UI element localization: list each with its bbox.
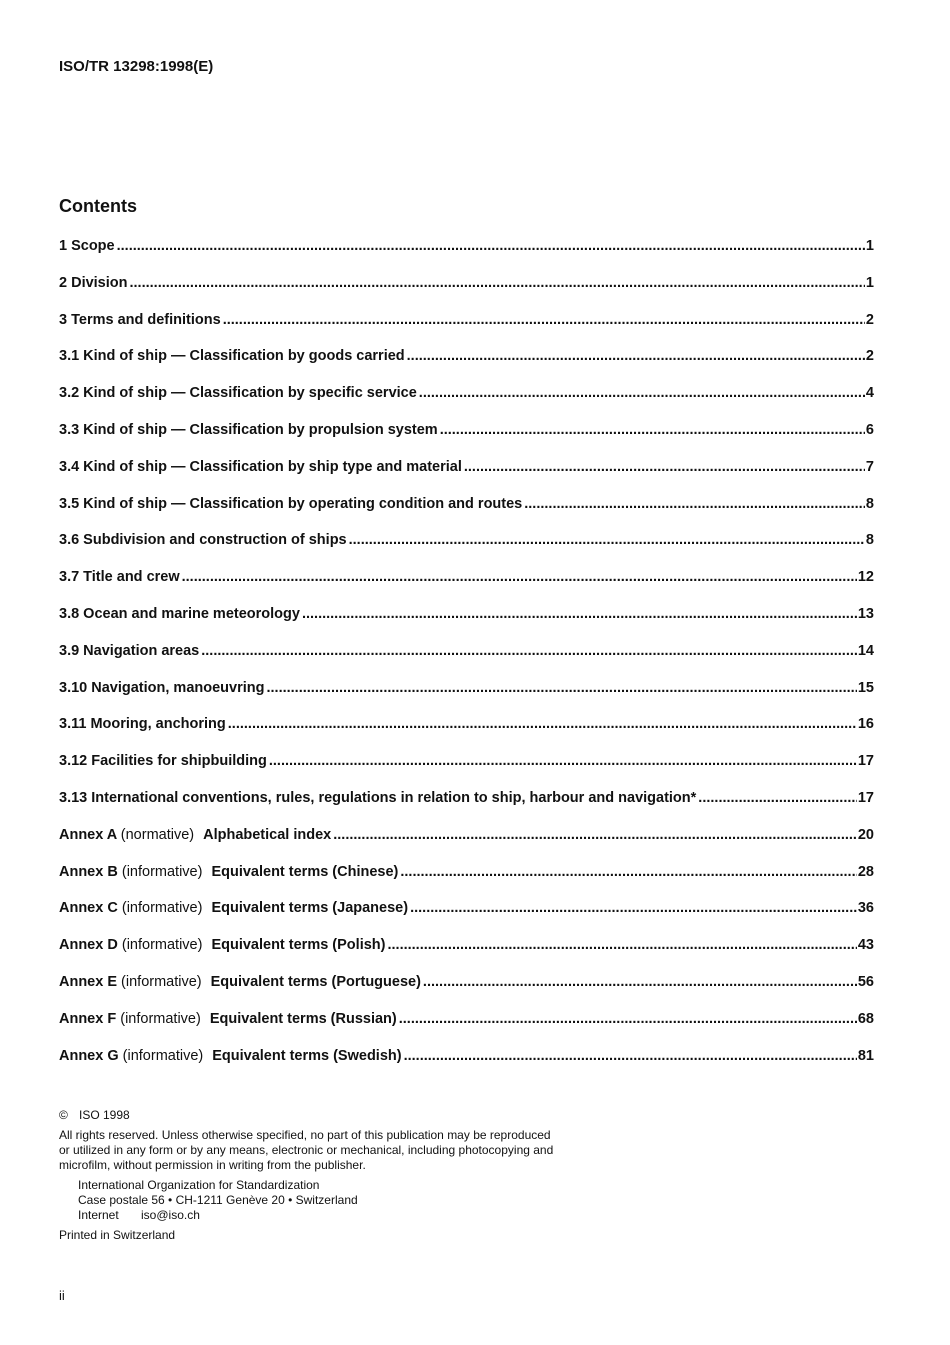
toc-entry-page: 7	[865, 458, 874, 475]
toc-entry-title: 3.11 Mooring, anchoring	[59, 716, 226, 733]
toc-entry-title: 3.3 Kind of ship — Classification by propulsion system	[59, 421, 438, 438]
annex-label: Annex E	[59, 973, 118, 990]
rights-line: microfilm, without permission in writing from the publisher.	[59, 1158, 366, 1172]
toc-entry-title: 3 Terms and definitions	[59, 311, 221, 328]
toc-entry-page: 56	[857, 973, 874, 990]
toc-annex-title-group	[59, 937, 385, 953]
toc-leader-dots	[399, 1011, 857, 1027]
toc-leader-dots	[349, 532, 865, 548]
toc-entry-3-1[interactable]	[59, 348, 874, 385]
toc-entry-3-10[interactable]	[59, 680, 874, 717]
toc-entry-page: 8	[865, 495, 874, 512]
toc-entry-page: 81	[857, 1047, 874, 1064]
toc-leader-dots	[400, 864, 856, 880]
toc-leader-dots	[419, 385, 865, 401]
toc-leader-dots	[223, 312, 865, 328]
toc-annex-f[interactable]	[59, 1011, 874, 1048]
toc-leader-dots	[410, 900, 857, 916]
internet-label: Internet	[78, 1208, 119, 1222]
toc-entry-page: 2	[865, 348, 874, 365]
toc-entry-title: 2 Division	[59, 274, 128, 291]
toc-entry-page: 36	[857, 900, 874, 917]
toc-entry-title: 3.2 Kind of ship — Classification by specific service	[59, 385, 417, 402]
copyright-symbol: ©	[59, 1108, 68, 1122]
toc-entry-title: 3.8 Ocean and marine meteorology	[59, 605, 300, 622]
annex-title: Equivalent terms (Russian)	[209, 1010, 397, 1027]
toc-entry-scope[interactable]	[59, 238, 874, 275]
toc-leader-dots	[464, 459, 865, 475]
toc-entry-page: 13	[857, 605, 874, 622]
toc-leader-dots	[201, 643, 857, 659]
toc-leader-dots	[524, 496, 865, 512]
toc-leader-dots	[387, 937, 856, 953]
toc-entry-page: 28	[857, 863, 874, 880]
toc-annex-a[interactable]	[59, 827, 874, 864]
copyright-notice: ISO 1998	[79, 1108, 130, 1122]
toc-entry-3-6[interactable]	[59, 532, 874, 569]
toc-annex-title-group	[59, 1048, 402, 1064]
annex-label: Annex G	[59, 1047, 119, 1064]
toc-entry-3-7[interactable]	[59, 569, 874, 606]
toc-leader-dots	[228, 716, 857, 732]
toc-entry-page: 8	[865, 532, 874, 549]
table-of-contents	[59, 238, 874, 1084]
annex-kind: (informative)	[121, 937, 203, 954]
toc-leader-dots	[423, 974, 857, 990]
toc-entry-3-11[interactable]	[59, 716, 874, 753]
annex-kind: (informative)	[121, 973, 202, 990]
toc-entry-3-5[interactable]	[59, 496, 874, 533]
rights-statement	[59, 1128, 619, 1173]
toc-entry-3-8[interactable]	[59, 606, 874, 643]
annex-label: Annex A	[59, 826, 117, 843]
toc-entry-division[interactable]	[59, 275, 874, 312]
toc-leader-dots	[404, 1048, 857, 1064]
internet-line	[78, 1208, 619, 1223]
toc-entry-page: 4	[865, 385, 874, 402]
toc-entry-title: 3.12 Facilities for shipbuilding	[59, 753, 267, 770]
toc-annex-g[interactable]	[59, 1048, 874, 1085]
annex-label: Annex D	[59, 937, 118, 954]
toc-entry-terms[interactable]	[59, 312, 874, 349]
toc-leader-dots	[302, 606, 857, 622]
page-number: ii	[59, 1288, 65, 1303]
toc-entry-page: 1	[865, 274, 874, 291]
document-id: ISO/TR 13298:1998(E)	[59, 58, 214, 75]
toc-annex-title-group	[59, 864, 398, 880]
toc-entry-page: 15	[857, 679, 874, 696]
annex-kind: (informative)	[121, 900, 203, 917]
toc-entry-title: 1 Scope	[59, 238, 115, 254]
toc-entry-3-4[interactable]	[59, 459, 874, 496]
toc-entry-page: 2	[865, 311, 874, 328]
contents-heading: Contents	[59, 196, 137, 216]
toc-entry-title: 3.1 Kind of ship — Classification by goods carried	[59, 348, 405, 365]
toc-annex-title-group	[59, 974, 421, 990]
organization-name: International Organization for Standardization	[78, 1178, 320, 1192]
publisher-address	[59, 1178, 619, 1223]
annex-label: Annex C	[59, 900, 118, 917]
annex-title: Equivalent terms (Polish)	[211, 937, 386, 954]
annex-title: Alphabetical index	[203, 826, 332, 843]
toc-entry-page: 12	[857, 569, 874, 586]
toc-annex-d[interactable]	[59, 937, 874, 974]
toc-entry-title: 3.5 Kind of ship — Classification by operating condition and routes	[59, 495, 523, 512]
annex-label: Annex B	[59, 863, 118, 880]
toc-entry-3-12[interactable]	[59, 753, 874, 790]
annex-title: Equivalent terms (Japanese)	[211, 900, 409, 917]
toc-entry-page: 6	[865, 421, 874, 438]
toc-entry-3-2[interactable]	[59, 385, 874, 422]
toc-leader-dots	[407, 348, 865, 364]
copyright-block	[59, 1108, 619, 1243]
annex-kind: (informative)	[122, 1047, 204, 1064]
printed-in: Printed in Switzerland	[59, 1228, 176, 1242]
annex-title: Equivalent terms (Chinese)	[211, 863, 399, 880]
postal-address: Case postale 56 • CH-1211 Genève 20 • Switzerland	[78, 1193, 358, 1207]
annex-kind: (informative)	[121, 863, 203, 880]
toc-entry-page: 68	[857, 1010, 874, 1027]
toc-entry-page: 43	[857, 937, 874, 954]
toc-entry-title: 3.9 Navigation areas	[59, 642, 200, 659]
toc-entry-3-9[interactable]	[59, 643, 874, 680]
toc-annex-title-group	[59, 827, 331, 843]
toc-leader-dots	[269, 753, 857, 769]
toc-leader-dots	[333, 827, 857, 843]
toc-entry-page: 17	[857, 789, 874, 806]
toc-leader-dots	[698, 790, 857, 806]
toc-leader-dots	[117, 238, 865, 254]
toc-leader-dots	[130, 275, 865, 291]
toc-entry-title: 3.6 Subdivision and construction of ships	[59, 532, 347, 549]
toc-entry-title: 3.4 Kind of ship — Classification by ship type and material	[59, 458, 462, 475]
rights-line: or utilized in any form or by any means, electronic or mechanical, including photocopying and	[59, 1143, 554, 1157]
annex-label: Annex F	[59, 1010, 117, 1027]
toc-entry-page: 16	[857, 716, 874, 733]
toc-leader-dots	[266, 680, 856, 696]
toc-annex-b[interactable]	[59, 864, 874, 901]
toc-leader-dots	[182, 569, 857, 585]
toc-entry-title: 3.7 Title and crew	[59, 569, 180, 586]
toc-annex-c[interactable]	[59, 900, 874, 937]
toc-annex-title-group	[59, 1011, 397, 1027]
toc-entry-title: 3.10 Navigation, manoeuvring	[59, 679, 265, 696]
toc-annex-title-group	[59, 900, 408, 916]
rights-line: All rights reserved. Unless otherwise specified, no part of this publication may be reproduced	[59, 1128, 551, 1142]
toc-leader-dots	[440, 422, 865, 438]
toc-annex-e[interactable]	[59, 974, 874, 1011]
annex-title: Equivalent terms (Swedish)	[212, 1047, 402, 1064]
annex-kind: (normative)	[120, 826, 195, 843]
toc-entry-page: 14	[857, 642, 874, 659]
internet-email[interactable]: iso@iso.ch	[141, 1208, 200, 1222]
toc-entry-title: 3.13 International conventions, rules, regulations in relation to ship, harbour and navigation*	[59, 789, 697, 806]
toc-entry-page: 17	[857, 753, 874, 770]
toc-entry-3-3[interactable]	[59, 422, 874, 459]
toc-entry-page: 1	[865, 238, 874, 254]
copyright-line	[59, 1108, 619, 1123]
toc-entry-page: 20	[857, 826, 874, 843]
toc-entry-3-13[interactable]	[59, 790, 874, 827]
annex-title: Equivalent terms (Portuguese)	[210, 973, 421, 990]
annex-kind: (informative)	[120, 1010, 201, 1027]
